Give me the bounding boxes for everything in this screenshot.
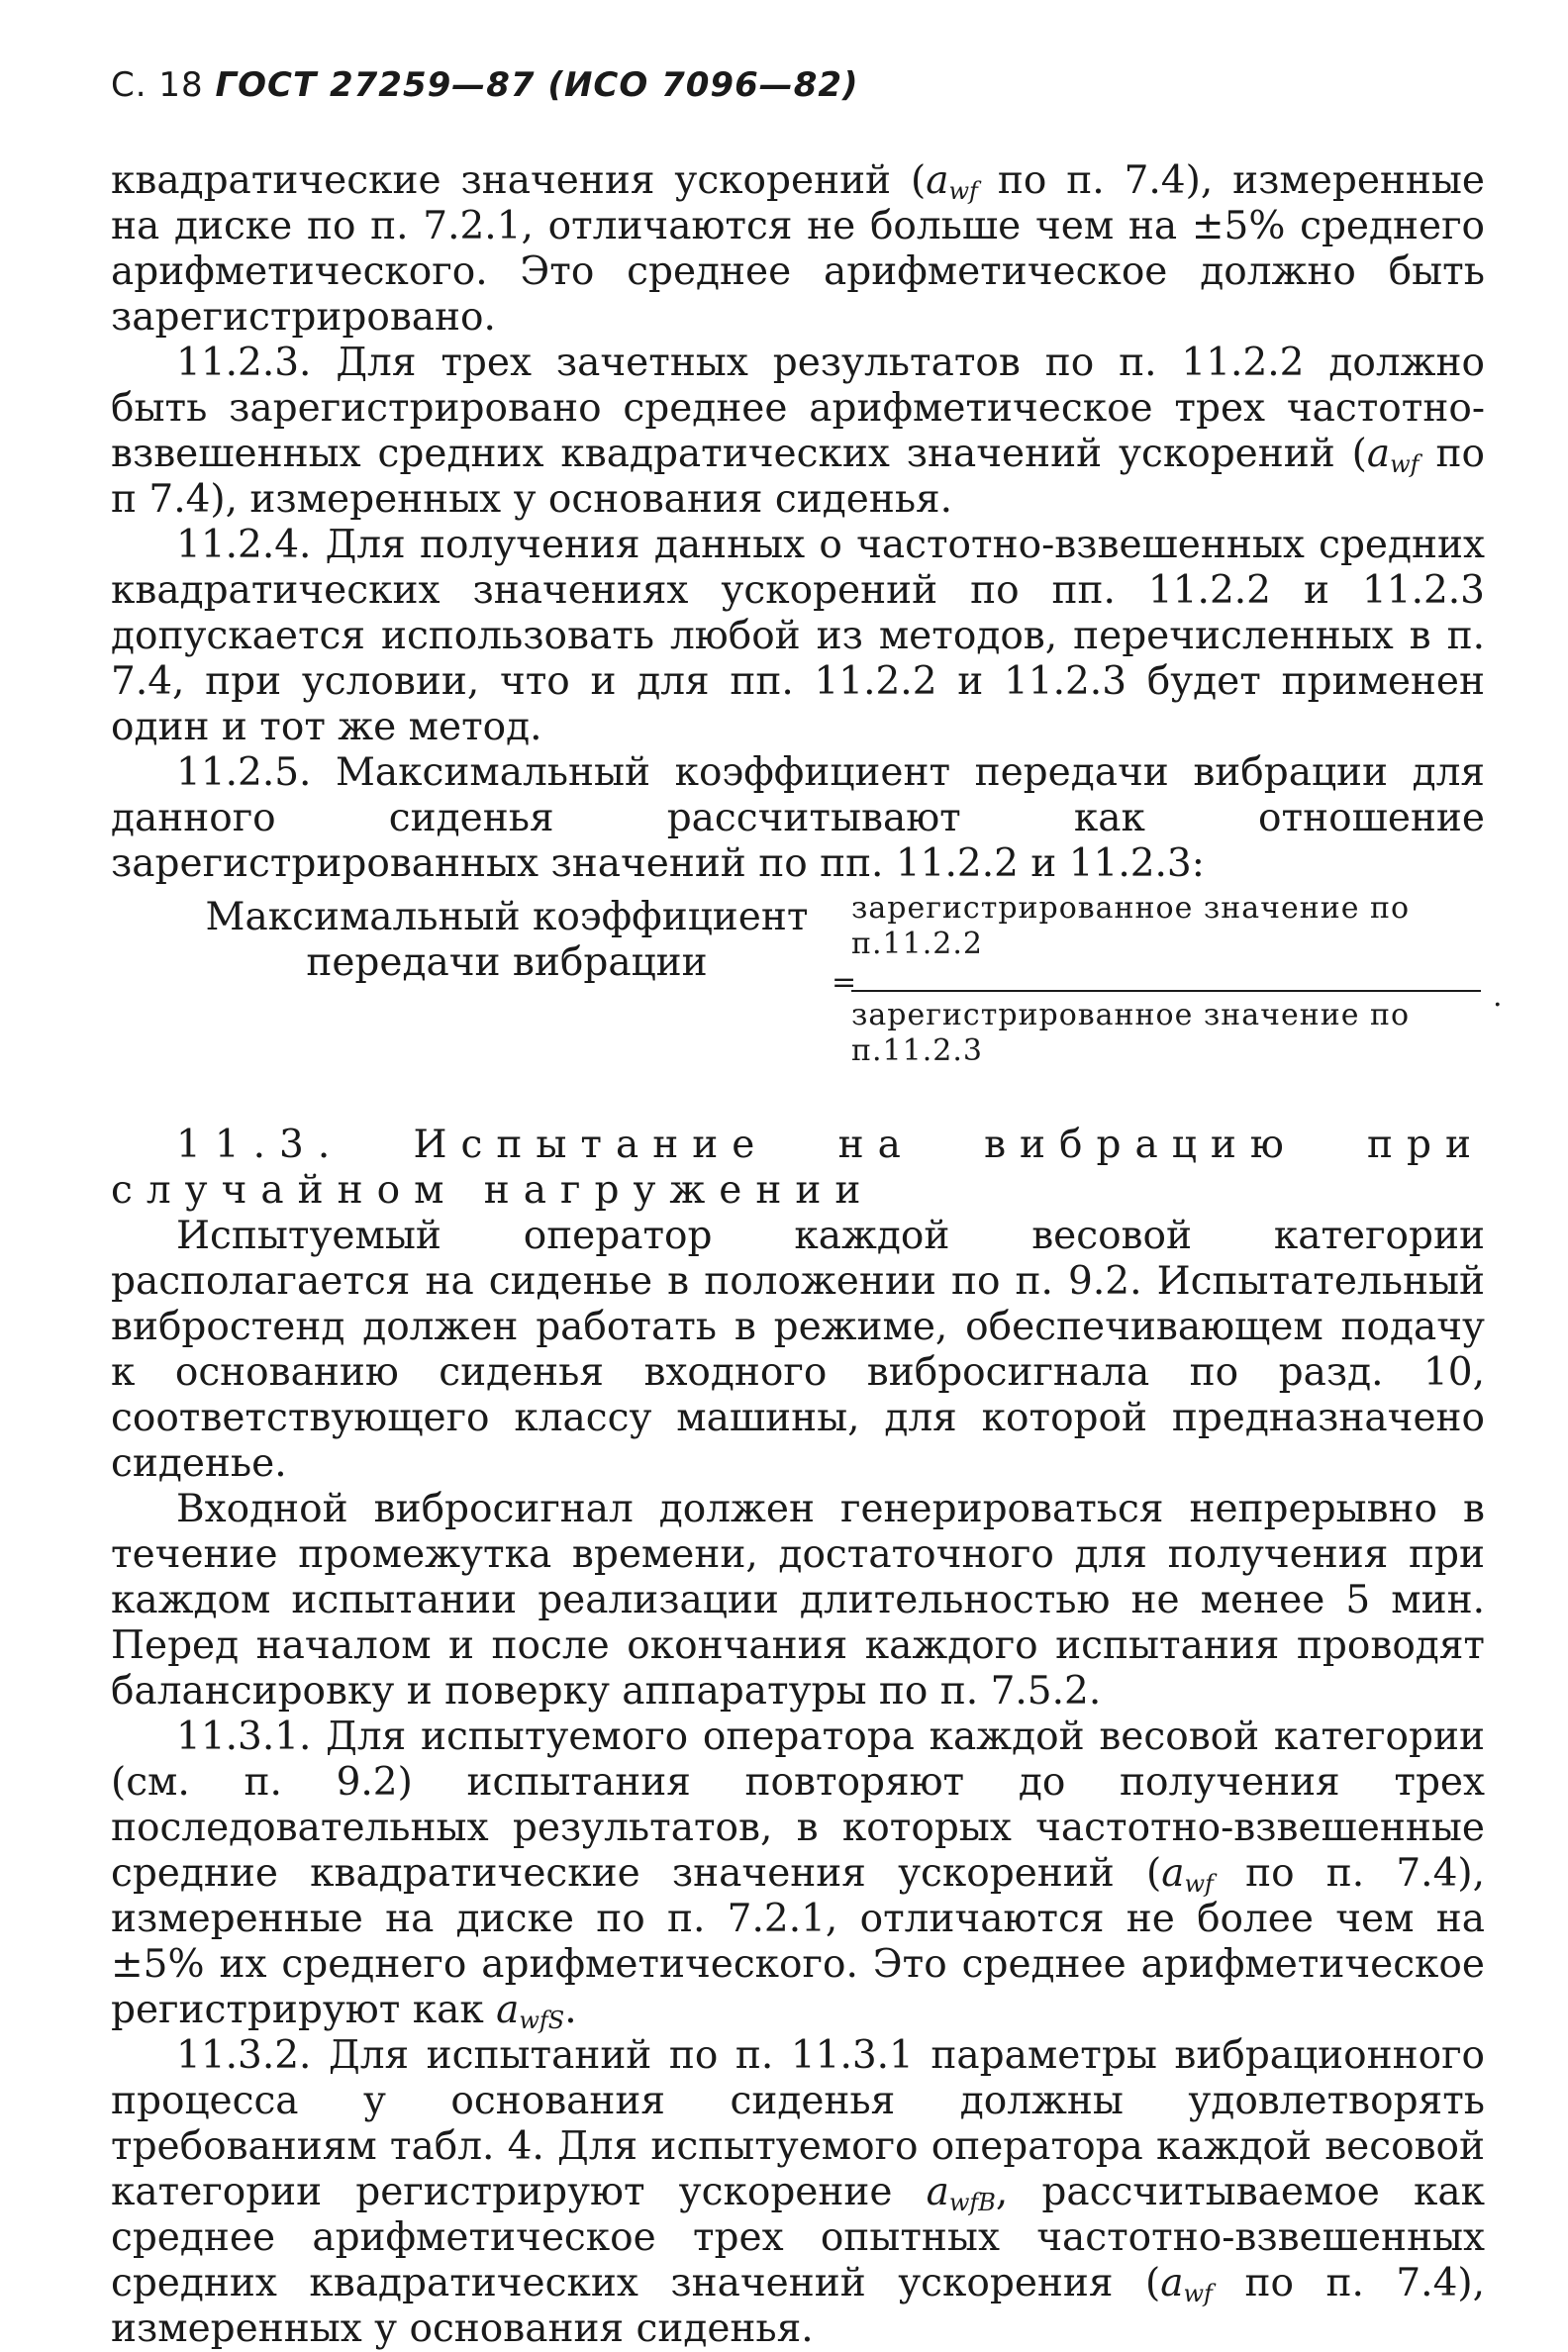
document-body [111, 158, 1503, 2352]
text-run: . [564, 1988, 577, 2032]
math-subscript: wf [1183, 2280, 1213, 2307]
text-run: по п. 7.4), измеренных у основания сиденья. [111, 2261, 1485, 2351]
standard-title: ГОСТ 27259—87 (ИСО 7096—82) [215, 65, 859, 105]
math-variable: a [1366, 432, 1391, 476]
text-run: квадратические значения ускорений ( [111, 158, 927, 203]
formula-equals: = [832, 965, 857, 1000]
formula-end: . [1493, 979, 1503, 1014]
text-run: 11.2.3. Для трех зачетных результатов по п. 11.2.2 должно быть зарегистрировано среднее арифметическое трех частотно-взвешенных средних квадратических значений ускорений ( [111, 341, 1485, 476]
math-variable: a [496, 1988, 520, 2032]
paragraph-11-3-2 [111, 2033, 1485, 2352]
paragraph-continuation [111, 158, 1485, 341]
math-subscript: wf [1390, 450, 1420, 478]
text-run: по п. 7.4), измеренные на диске по п. 7.2.1, отличаются не более чем на ±5% их среднего арифметического. Это среднее арифметическое регистрируют как [111, 1851, 1485, 2032]
paragraph-11-2-4: 11.2.4. Для получения данных о частотно-взвешенных средних квадратических значениях ускорений по пп. 11.2.2 и 11.2.3 допускается использовать любой из методов, перечисленных в п. 7.4, при условии, что и для пп. 11.2.2 и 11.2.3 будет применен один и тот же метод. [111, 523, 1485, 749]
formula-denominator: зарегистрированное значение по п.11.2.3 [851, 998, 1411, 1068]
paragraph-11-2-3 [111, 341, 1485, 523]
math-variable: a [926, 158, 949, 203]
formula-numerator: зарегистрированное значение по п.11.2.2 [851, 891, 1411, 961]
math-variable: a [926, 2170, 949, 2214]
transmission-ratio-formula [111, 891, 1503, 1093]
paragraph-11-3-1 [111, 1715, 1485, 2033]
fraction-bar [851, 990, 1481, 992]
text-run: 11.3.2. Для испытаний по п. 11.3.1 параметры вибрационного процесса у основания сиденья должны удовлетворять требованиям табл. 4. Для испытуемого оператора каждой весовой категории регистрируют ускорение [111, 2033, 1485, 2214]
section-number: 11.3. [176, 1123, 344, 1167]
page-header [111, 65, 859, 105]
section-heading-11-3 [111, 1123, 1485, 1214]
text-run: 11.3.1. Для испытуемого оператора каждой весовой категории (см. п. 9.2) испытания повторяют до получения трех последовательных результатов, в которых частотно-взвешенные средние квадратические значения ускорений ( [111, 1715, 1485, 1896]
math-variable: a [1160, 2261, 1184, 2305]
text-run: по п. 7.4), измеренные на диске по п. 7.2.1, отличаются не больше чем на ±5% среднего арифметического. Это среднее арифметическое должно быть зарегистрировано. [111, 158, 1486, 340]
page-number: С. 18 [111, 65, 204, 105]
math-subscript: wf [1184, 1870, 1214, 1898]
text-run: по п 7.4), измеренных у основания сиденья. [111, 432, 1485, 522]
text-run: , рассчитываемое как среднее арифметическое трех опытных частотно-взвешенных средних квадратических значений ускорения ( [111, 2170, 1486, 2305]
section-title: Испытание на вибрацию при случайном нагружении [111, 1123, 1485, 1213]
math-subscript: wf [948, 177, 978, 205]
math-subscript: wfB [948, 2189, 996, 2216]
math-subscript: wfS [519, 2007, 565, 2034]
math-variable: a [1161, 1851, 1185, 1896]
paragraph-input-signal: Входной вибросигнал должен генерироваться непрерывно в течение промежутка времени, достаточного для получения при каждом испытании реализации длительностью не менее 5 мин. Перед началом и после окончания каждого испытания проводят балансировку и поверку аппаратуры по п. 7.5.2. [111, 1487, 1485, 1714]
formula-lhs: Максимальный коэффициент передачи вибрации [205, 895, 809, 985]
paragraph-operator-position: Испытуемый оператор каждой весовой категории располагается на сиденье в положении по п. 9.2. Испытательный вибростенд должен работать в режиме, обеспечивающем подачу к основанию сиденья входного вибросигнала по разд. 10, соответствующего классу машины, для которой предназначено сиденье. [111, 1214, 1485, 1486]
paragraph-11-2-5: 11.2.5. Максимальный коэффициент передачи вибрации для данного сиденья рассчитывают как отношение зарегистрированных значений по пп. 11.2.2 и 11.2.3: [111, 750, 1485, 886]
